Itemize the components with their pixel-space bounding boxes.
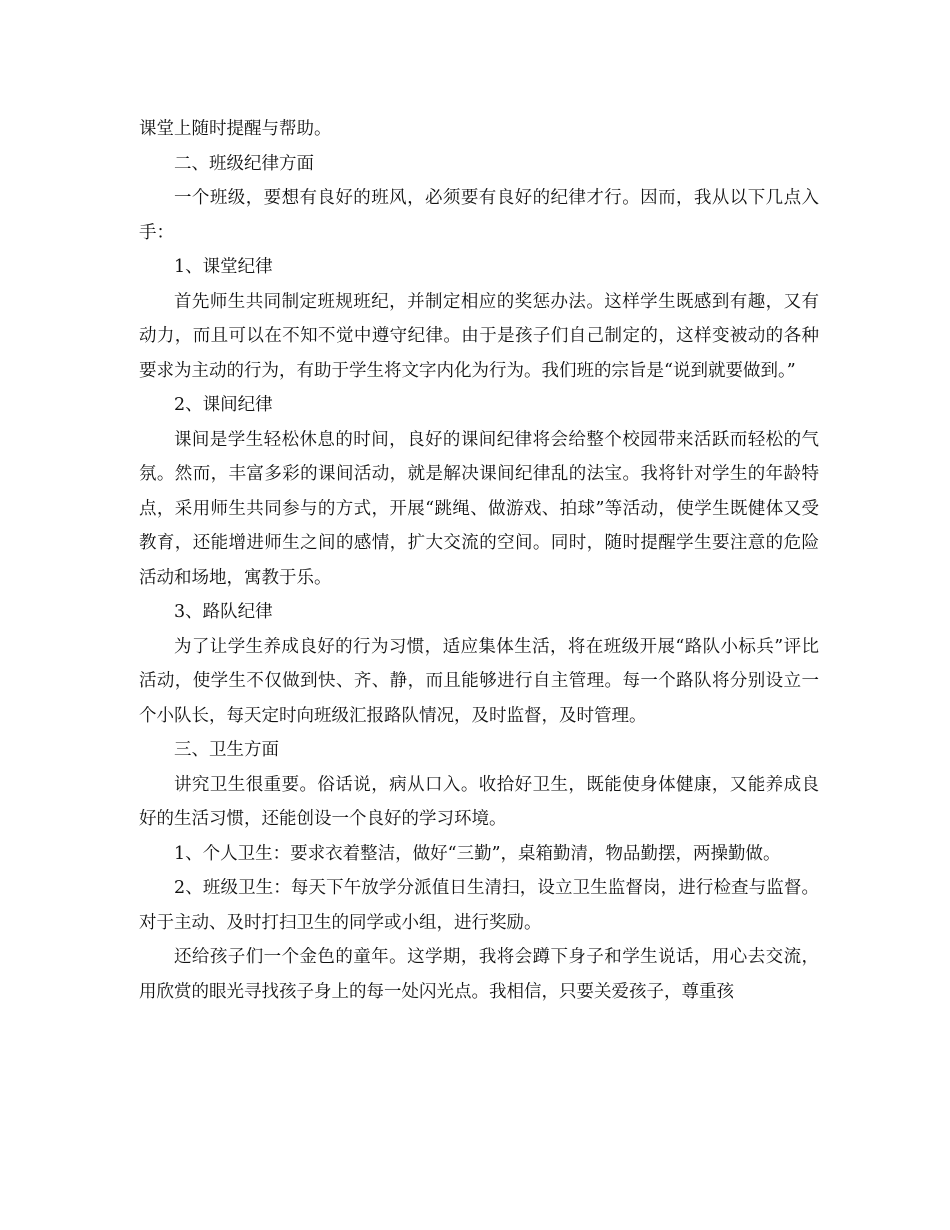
- paragraph: 还给孩子们一个金色的童年。这学期，我将会蹲下身子和学生说话，用心去交流，用欣赏的眼光寻找孩子身上的每一处闪光点。我相信，只要关爱孩子，尊重孩: [139, 947, 819, 1002]
- paragraph: 课间是学生轻松休息的时间，良好的课间纪律将会给整个校园带来活跃而轻松的气氛。然而，丰富多彩的课间活动，就是解决课间纪律乱的法宝。我将针对学生的年龄特点，采用师生共同参与的方式，开展“跳绳、做游戏、拍球”等活动，使学生既健体又受教育，还能增进师生之间的感情，扩大交流的空间。同时，随时提醒学生要注意的危险活动和场地，寓教于乐。: [139, 429, 819, 588]
- paragraph: 1、个人卫生：要求衣着整洁，做好“三勤”，桌箱勤清，物品勤摆，两操勤做。: [174, 843, 781, 864]
- subheading-line-discipline: 3、路队纪律: [174, 602, 273, 622]
- section-heading-hygiene: 三、卫生方面: [174, 740, 279, 760]
- subheading-classroom-discipline: 1、课堂纪律: [174, 257, 273, 277]
- document-body: [139, 112, 819, 1009]
- paragraph: 2、班级卫生：每天下午放学分派值日生清扫，设立卫生监督岗，进行检查与监督。对于主动、及时打扫卫生的同学或小组，进行奖励。: [139, 878, 819, 933]
- subheading-break-discipline: 2、课间纪律: [174, 395, 273, 415]
- paragraph-continuation: 课堂上随时提醒与帮助。: [139, 119, 332, 139]
- paragraph: 一个班级，要想有良好的班风，必须要有良好的纪律才行。因而，我从以下几点入手：: [139, 188, 819, 243]
- paragraph: 为了让学生养成良好的行为习惯，适应集体生活，将在班级开展“路队小标兵”评比活动，使学生不仅做到快、齐、静，而且能够进行自主管理。每一个路队将分别设立一个小队长，每天定时向班级汇报路队情况，及时监督，及时管理。: [139, 636, 819, 726]
- section-heading-class-discipline: 二、班级纪律方面: [174, 153, 314, 174]
- paragraph: 首先师生共同制定班规班纪，并制定相应的奖惩办法。这样学生既感到有趣，又有动力，而且可以在不知不觉中遵守纪律。由于是孩子们自己制定的，这样变被动的各种要求为主动的行为，有助于学生将文字内化为行为。我们班的宗旨是“说到就要做到。”: [139, 291, 819, 381]
- paragraph: 讲究卫生很重要。俗话说，病从口入。收拾好卫生，既能使身体健康，又能养成良好的生活习惯，还能创设一个良好的学习环境。: [139, 774, 819, 829]
